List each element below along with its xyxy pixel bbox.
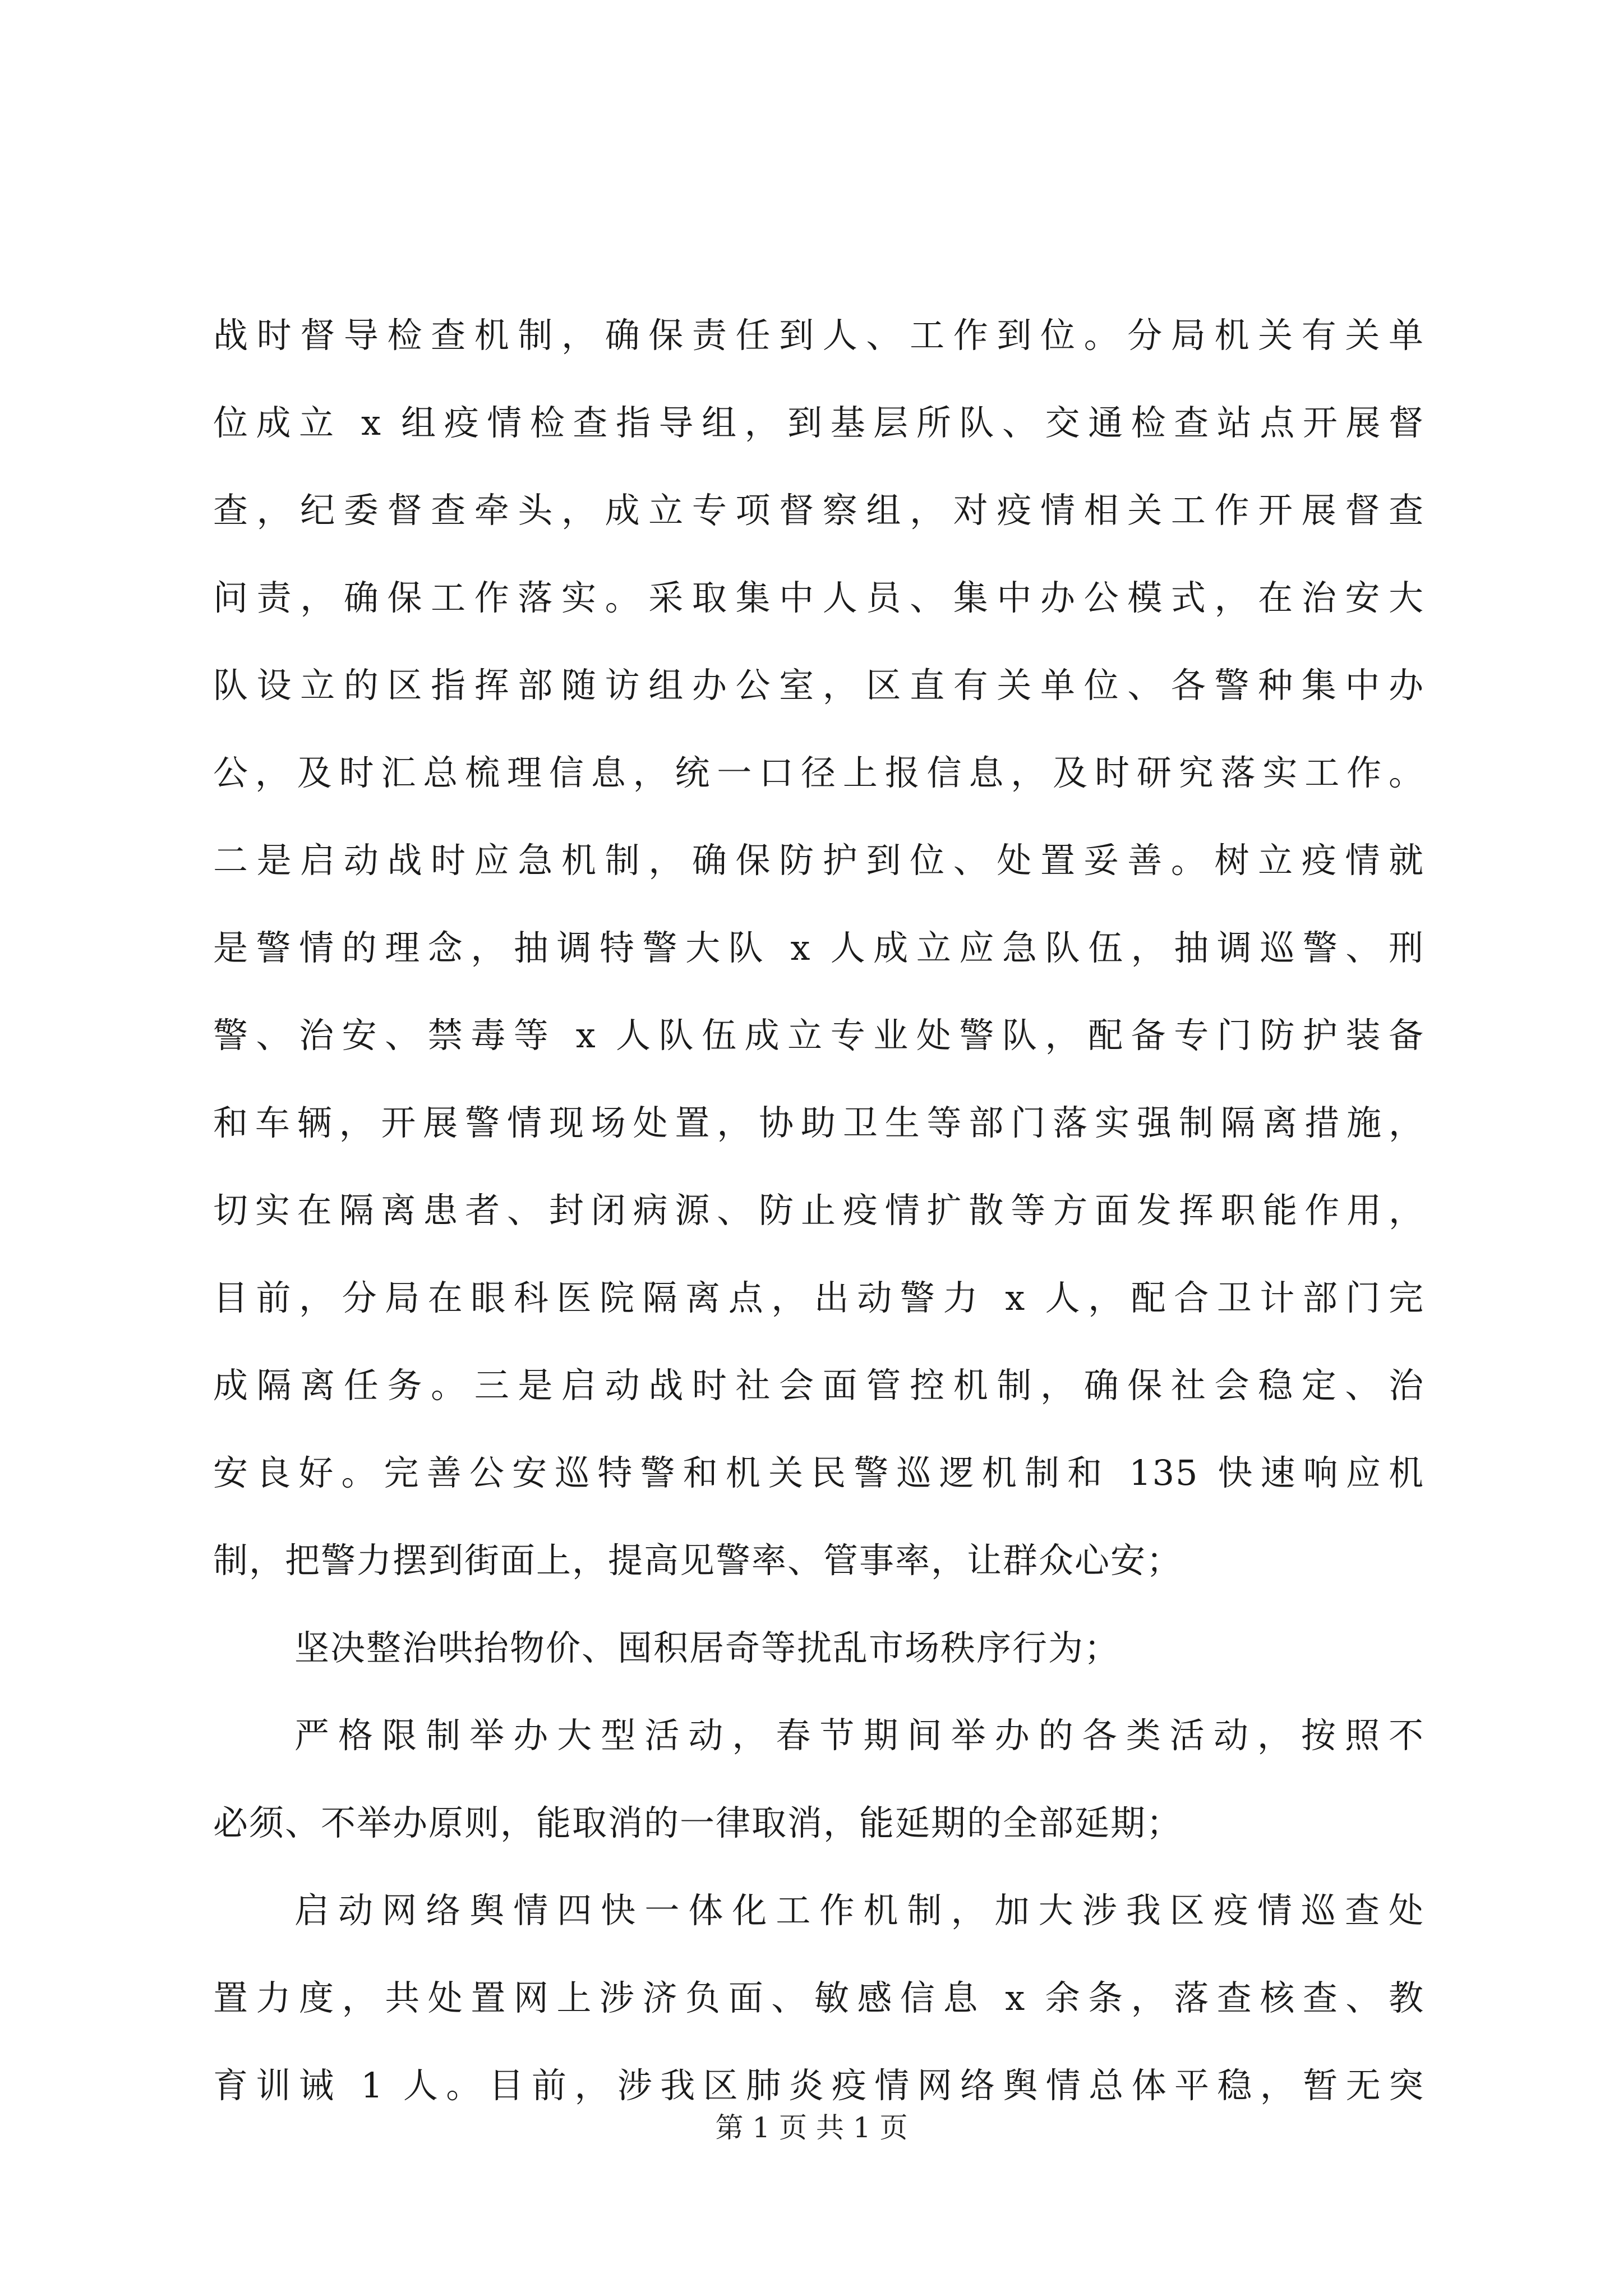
paragraph-line: 公，及时汇总梳理信息，统一口径上报信息，及时研究落实工作。 xyxy=(213,752,1424,793)
paragraph-line: 是警情的理念，抽调特警大队 x 人成立应急队伍，抽调巡警、刑 xyxy=(213,927,1424,968)
paragraph-line: 二是启动战时应急机制，确保防护到位、处置妥善。树立疫情就 xyxy=(213,840,1424,881)
paragraph-line: 位成立 x 组疫情检查指导组，到基层所队、交通检查站点开展督 xyxy=(213,402,1424,443)
paragraph-line: 必须、不举办原则，能取消的一律取消，能延期的全部延期； xyxy=(213,1802,1183,1843)
paragraph-line: 问责，确保工作落实。采取集中人员、集中办公模式，在治安大 xyxy=(213,577,1424,618)
paragraph-line: 战时督导检查机制，确保责任到人、工作到位。分局机关有关单 xyxy=(213,315,1424,356)
paragraph-line: 查，纪委督查牵头，成立专项督察组，对疫情相关工作开展督查 xyxy=(213,490,1424,531)
paragraph-line: 目前，分局在眼科医院隔离点，出动警力 x 人，配合卫计部门完 xyxy=(213,1277,1424,1318)
page-number-footer: 第 1 页 共 1 页 xyxy=(715,2111,908,2144)
paragraph-line: 严格限制举办大型活动，春节期间举办的各类活动，按照不 xyxy=(294,1715,1424,1756)
paragraph-line: 育训诫 1 人。目前，涉我区肺炎疫情网络舆情总体平稳，暂无突 xyxy=(213,2065,1424,2106)
paragraph-line: 成隔离任务。三是启动战时社会面管控机制，确保社会稳定、治 xyxy=(213,1365,1424,1406)
paragraph-line: 置力度，共处置网上涉济负面、敏感信息 x 余条，落查核查、教 xyxy=(213,1977,1424,2018)
paragraph-line: 切实在隔离患者、封闭病源、防止疫情扩散等方面发挥职能作用， xyxy=(213,1190,1424,1231)
paragraph-line: 和车辆，开展警情现场处置，协助卫生等部门落实强制隔离措施， xyxy=(213,1102,1424,1143)
paragraph-line: 制，把警力摆到街面上，提高见警率、管事率，让群众心安； xyxy=(213,1540,1183,1581)
paragraph-line: 安良好。完善公安巡特警和机关民警巡逻机制和 135 快速响应机 xyxy=(213,1452,1424,1493)
paragraph-line: 坚决整治哄抬物价、囤积居奇等扰乱市场秩序行为； xyxy=(294,1627,1121,1668)
paragraph-line: 警、治安、禁毒等 x 人队伍成立专业处警队，配备专门防护装备 xyxy=(213,1015,1424,1056)
paragraph-line: 队设立的区指挥部随访组办公室，区直有关单位、各警种集中办 xyxy=(213,665,1424,706)
paragraph-line: 启动网络舆情四快一体化工作机制，加大涉我区疫情巡查处 xyxy=(294,1890,1424,1931)
document-body xyxy=(213,292,1424,2129)
